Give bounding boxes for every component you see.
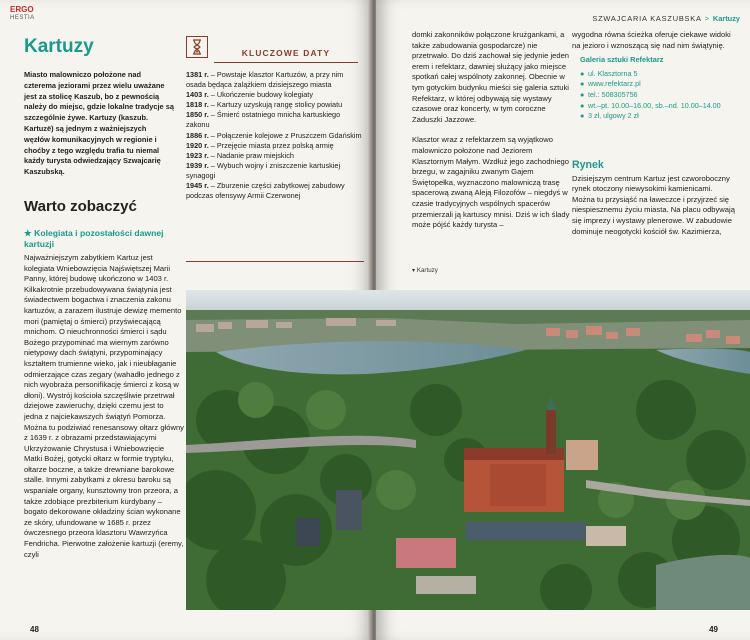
chevron-right-icon: > — [704, 14, 710, 23]
text-column — [412, 30, 570, 231]
text-column — [572, 160, 737, 237]
key-date-year: 1920 r. — [186, 140, 209, 150]
phone-icon: ● — [580, 89, 585, 99]
clock-icon: ● — [580, 100, 585, 110]
key-date-year: 1939 r. — [186, 160, 209, 170]
section-heading: Warto zobaczyć — [24, 198, 137, 215]
key-date-text: – Ukończenie budowy kolegiaty — [210, 90, 313, 100]
key-date-row — [186, 100, 364, 110]
page-number: 48 — [30, 625, 39, 634]
paragraph: domki zakonników połączone krużgankami, a także zabudowania gospodarcze) nie przetrwało. Do dziś zachował się jedynie jeden erem i refektarz, dawniej służący jako miejsce spotkań całej wspólnoty zakonnej. Obecnie w tym gotyckim budynku mieści się galeria sztuki Refektarz, w której odbywają się wystawy czasowe oraz koncerty, w tym coroczne Zaduszki Jazzowe. — [412, 30, 570, 124]
key-dates-title: KLUCZOWE DATY — [241, 48, 331, 58]
key-date-year: 1403 r. — [186, 90, 209, 100]
subheading: ★ Kolegiata i pozostałości dawnej kartuzji — [24, 228, 164, 249]
key-date-year: 1886 r. — [186, 130, 209, 140]
text-column — [572, 30, 737, 122]
key-dates-list — [186, 70, 364, 201]
key-date-text: – Zburzenie części zabytkowej zabudowy podczas ofensywy Armii Czerwonej — [186, 181, 345, 201]
location-pin-icon: ● — [580, 68, 585, 78]
key-date-text: – Nadanie praw miejskich — [210, 150, 294, 160]
paragraph: wygodna równa ścieżka oferuje ciekawe widoki na jezioro i wznoszącą się nad nim świątynię. — [572, 30, 731, 50]
key-date-row — [186, 141, 364, 151]
aerial-photo-kartuzy — [186, 290, 750, 610]
key-date-text: – Kartuzy uzyskują rangę stolicy powiatu — [210, 100, 343, 110]
key-date-text: – Śmierć ostatniego mnicha kartuskiego zakonu — [186, 110, 341, 130]
key-date-year: 1818 r. — [186, 100, 209, 110]
website-link[interactable]: ● www.refektarz.pl — [580, 79, 641, 89]
key-date-row — [186, 131, 364, 141]
key-date-year: 1945 r. — [186, 181, 209, 191]
page-number: 49 — [709, 625, 718, 634]
key-date-row — [186, 181, 364, 201]
paragraph: Dzisiejszym centrum Kartuz jest czworoboczny rynek otoczony niewysokimi kamienicami. Można tu przysiąść na ławeczce i przyjrzeć się niespiesznemu życiu miasta. Na placu odbywają się imprezy i wystawy plenerowe. W zabudowie dominuje neogotycki kościół św. Kazimierza, — [572, 173, 735, 236]
key-date-year: 1923 r. — [186, 150, 209, 160]
key-date-row — [186, 70, 364, 90]
page-title: Kartuzy — [24, 36, 94, 57]
running-header: SZWAJCARIA KASZUBSKA > Kartuzy — [592, 14, 740, 23]
address: ● ul. Klasztorna 5 — [580, 68, 638, 78]
ticket-price: ● 3 zł, ulgowy 2 zł — [580, 111, 639, 121]
key-date-text: – Wybuch wojny i zniszczenie kartuskiej synagogi — [186, 160, 341, 180]
rynek-heading: Rynek — [572, 159, 604, 171]
globe-icon: ● — [580, 79, 585, 89]
divider — [186, 261, 364, 262]
key-date-row — [186, 90, 364, 100]
publisher-logo: ERGO HESTIA — [10, 5, 35, 21]
key-date-year: 1850 r. — [186, 110, 209, 120]
key-date-text: – Połączenie kolejowe z Pruszczem Gdańskim — [210, 130, 362, 140]
divider — [214, 62, 358, 63]
photo-caption: ▾ Kartuzy — [412, 267, 438, 274]
hourglass-icon — [186, 36, 208, 58]
phone: ● tel.: 508305756 — [580, 89, 638, 99]
paragraph: Klasztor wraz z refektarzem są wyjątkowo malowniczo położone nad Jeziorem Klasztornym Małym. Wzdłuż jego zachodniego brzegu, w zagajniku zwanym Gajem Świętopełka, wyznaczono malowniczą trasę spacerową zwaną Aleją Filozofów – niegdyś w czasie tradycyjnych wspólnych spacerów przemierzali ją kartuscy mnisi. Dziś w ich ślady może pójść każdy turysta – — [412, 135, 570, 230]
body-text: Najważniejszym zabytkiem Kartuz jest kolegiata Wniebowzięcia Najświętszej Marii Panny, której budowę ukończono w 1403 r. Kilkakrotnie przebudowywana świątynia jest świadectwem bogactwa i znaczenia zakonu kartuzów, a zarazem ilustruje dewizę memento mori (pamiętaj o śmierci) przyświecającą mnichom. O nieuchronności śmierci i sądu Bożego przypominać ma wiernym zarówno nietypowy dach świątyni, przypominający kształtem trumienne wieko, jak i nieubłaganie odmierzające czas zegary (wahadło jednego z nich wyobraża personifikację śmierci z kosą w dłoni). Wystrój kościoła szczęśliwie przetrwał dziejowe zawieruchy, dzięki czemu jest to jedna z najciekawszych świątyń Pomorza. Można tu podziwiać renesansowy ołtarz główny z 1639 r. z obrazami przedstawiającymi Ukrzyżowanie Chrystusa i Wniebowzięcie Matki Bożej, gotycki ołtarz w formie tryptyku, ołtarze boczne, a także drewniane barokowe stalle. Innymi zabytkami z okresu baroku są wspaniałe organy, kunsztowny tron przeora, a także zdobiące prezbiterium kurdybany – bogato dekorowane okładziny ścian wykonane ze skóry, ufundowane w 1685 r. przez ówczesnego przeora klasztoru Wawrzyńca Fendricha. Pierwotne założenie kartuzji (eremy, czyli — [24, 253, 184, 559]
info-heading: Galeria sztuki Refektarz — [580, 55, 664, 65]
key-date-text: – Przejęcie miasta przez polską armię — [210, 140, 334, 150]
star-icon: ★ — [24, 228, 32, 238]
ticket-icon: ● — [580, 111, 585, 121]
intro-paragraph: Miasto malowniczo położone nad czterema jeziorami przez wielu uważane jest za stolicę Kaszub, bo z pewnością należy do miejsc, gdzie lokalne tradycje są szczególnie żywe. Kartuzy (kaszub. Kartuzë) są jednym z ważniejszych węzłów komunikacyjnych w regionie i choćby z tego względu trafia tu niemal każdy turysta odwiedzający Szwajcarię Kaszubską. — [24, 70, 174, 177]
key-date-row — [186, 110, 364, 130]
opening-hours: ● wt.–pt. 10.00–16.00, sb.–nd. 10.00–14.00 — [580, 100, 721, 110]
key-date-year: 1381 r. — [186, 70, 209, 79]
key-date-row — [186, 161, 364, 181]
key-date-row — [186, 151, 364, 161]
key-date-text: – Powstaje klasztor Kartuzów, a przy nim osada będąca zalążkiem dzisiejszego miasta — [186, 70, 344, 90]
caret-down-icon: ▾ — [412, 267, 416, 274]
